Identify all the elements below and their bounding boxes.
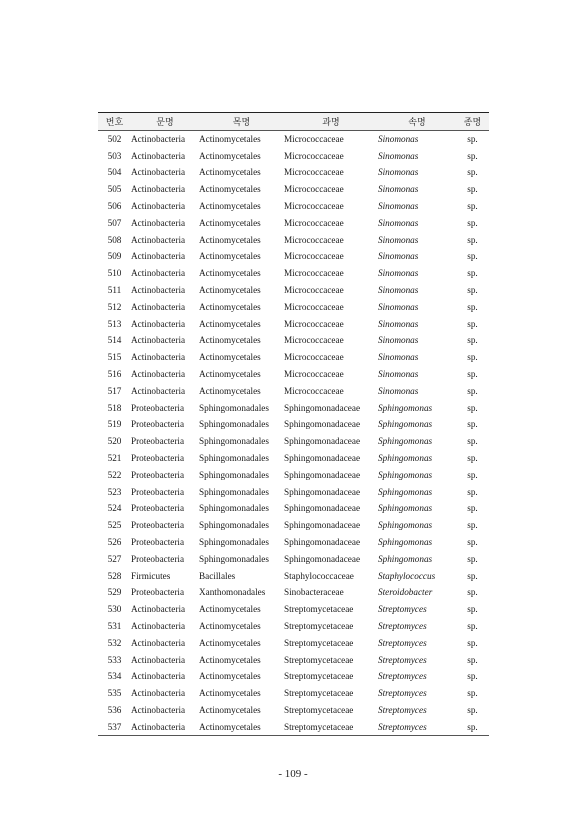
cell-order: Actinomycetales — [199, 134, 261, 145]
table-row — [98, 214, 489, 231]
cell-species: sp. — [467, 385, 478, 396]
cell-number: 530 — [107, 604, 122, 615]
cell-order: Sphingomonadales — [199, 469, 269, 480]
cell-family: Sinobacteraceae — [284, 587, 344, 598]
cell-species: sp. — [467, 453, 478, 464]
cell-phylum: Actinobacteria — [131, 184, 186, 195]
table-row — [98, 500, 489, 517]
table-row — [98, 433, 489, 450]
cell-species: sp. — [467, 402, 478, 413]
table-row — [98, 164, 489, 181]
cell-genus: Sphingomonas — [378, 537, 433, 548]
cell-phylum: Proteobacteria — [131, 553, 185, 564]
cell-family: Micrococcaceae — [284, 201, 344, 212]
cell-family: Micrococcaceae — [284, 268, 344, 279]
table-row — [98, 282, 489, 299]
cell-family: Micrococcaceae — [284, 352, 344, 363]
cell-phylum: Proteobacteria — [131, 402, 185, 413]
cell-genus: Steroidobacter — [378, 587, 433, 598]
cell-number: 537 — [98, 718, 131, 735]
cell-genus: Streptomyces — [378, 704, 427, 715]
cell-order: Actinomycetales — [199, 352, 261, 363]
cell-genus: Sinomonas — [378, 251, 419, 262]
cell-species: sp. — [467, 486, 478, 497]
header-phylum: 문명 — [131, 113, 199, 131]
cell-number: 529 — [107, 587, 122, 598]
cell-family: Micrococcaceae — [284, 335, 344, 346]
header-order: 목명 — [199, 113, 284, 131]
cell-species: sp. — [467, 167, 478, 178]
cell-species: sp. — [467, 654, 478, 665]
cell-family: Streptomycetaceae — [284, 704, 354, 715]
table-row — [98, 618, 489, 635]
table-row — [98, 416, 489, 433]
cell-genus: Sinomonas — [378, 335, 419, 346]
cell-family: Staphylococcaceae — [284, 570, 354, 581]
cell-family: Micrococcaceae — [284, 134, 344, 145]
cell-number: 511 — [107, 285, 122, 296]
cell-number: 528 — [107, 570, 122, 581]
cell-genus: Streptomyces — [378, 621, 427, 631]
cell-family: Sphingomonadaceae — [284, 402, 361, 413]
cell-phylum: Proteobacteria — [131, 503, 185, 514]
cell-species: sp. — [467, 553, 478, 564]
cell-genus: Sinomonas — [378, 201, 419, 212]
cell-genus: Sinomonas — [378, 318, 419, 329]
cell-number: 526 — [107, 537, 122, 548]
cell-genus: Sinomonas — [378, 167, 419, 178]
cell-order: Actinomycetales — [199, 604, 261, 615]
cell-genus: Sinomonas — [378, 369, 419, 380]
cell-family: Micrococcaceae — [284, 184, 344, 195]
cell-order: Actinomycetales — [199, 217, 261, 228]
cell-phylum: Proteobacteria — [131, 520, 185, 531]
cell-phylum: Proteobacteria — [131, 587, 185, 598]
cell-number: 533 — [107, 654, 122, 665]
table-row — [98, 483, 489, 500]
cell-phylum: Actinobacteria — [131, 318, 186, 329]
cell-order: Actinomycetales — [199, 301, 261, 312]
cell-genus: Staphylococcus — [378, 570, 436, 581]
cell-order: Actinomycetales — [199, 688, 261, 699]
cell-family: Streptomycetaceae — [284, 718, 378, 735]
cell-order: Actinomycetales — [199, 369, 261, 380]
table-row — [98, 668, 489, 685]
cell-genus: Streptomyces — [378, 654, 427, 665]
table-row — [98, 147, 489, 164]
cell-phylum: Actinobacteria — [131, 654, 186, 665]
cell-species: sp. — [467, 503, 478, 514]
cell-genus: Streptomyces — [378, 688, 427, 699]
cell-species: sp. — [467, 234, 478, 245]
cell-order: Actinomycetales — [199, 201, 261, 212]
cell-species: sp. — [467, 587, 478, 598]
cell-family: Sphingomonadaceae — [284, 419, 361, 430]
cell-number: 535 — [107, 688, 122, 699]
table-row — [98, 366, 489, 383]
cell-species: sp. — [467, 621, 478, 631]
table-row — [98, 399, 489, 416]
table-row — [98, 702, 489, 719]
cell-order: Actinomycetales — [199, 318, 261, 329]
cell-family: Sphingomonadaceae — [284, 453, 361, 464]
cell-species: sp. — [467, 301, 478, 312]
cell-species: sp. — [467, 268, 478, 279]
table-row — [98, 198, 489, 215]
cell-family: Micrococcaceae — [284, 318, 344, 329]
cell-phylum: Actinobacteria — [131, 301, 186, 312]
cell-species: sp. — [467, 419, 478, 430]
cell-order: Sphingomonadales — [199, 419, 269, 430]
cell-family: Streptomycetaceae — [284, 688, 354, 699]
cell-order: Actinomycetales — [199, 704, 261, 715]
cell-order: Sphingomonadales — [199, 436, 269, 447]
cell-family: Sphingomonadaceae — [284, 503, 361, 514]
table-row — [98, 332, 489, 349]
cell-genus: Sphingomonas — [378, 553, 433, 564]
cell-phylum: Actinobacteria — [131, 201, 186, 212]
table-row — [98, 298, 489, 315]
cell-number: 505 — [107, 184, 122, 195]
cell-genus: Sphingomonas — [378, 520, 433, 531]
cell-number: 517 — [107, 385, 122, 396]
cell-number: 509 — [107, 251, 122, 262]
cell-family: Micrococcaceae — [284, 369, 344, 380]
cell-family: Micrococcaceae — [284, 285, 344, 296]
cell-genus: Streptomyces — [378, 604, 427, 615]
cell-number: 524 — [107, 503, 122, 514]
cell-order: Sphingomonadales — [199, 453, 269, 464]
cell-phylum: Actinobacteria — [131, 150, 186, 161]
cell-family: Micrococcaceae — [284, 217, 344, 228]
cell-phylum: Actinobacteria — [131, 285, 186, 296]
cell-genus: Sinomonas — [378, 217, 419, 228]
cell-family: Sphingomonadaceae — [284, 520, 361, 531]
table-row — [98, 349, 489, 366]
cell-family: Sphingomonadaceae — [284, 469, 361, 480]
cell-family: Sphingomonadaceae — [284, 537, 361, 548]
cell-genus: Sinomonas — [378, 385, 419, 396]
cell-genus: Sinomonas — [378, 134, 419, 145]
taxonomy-table — [98, 112, 489, 736]
cell-phylum: Actinobacteria — [131, 671, 186, 682]
cell-phylum: Actinobacteria — [131, 385, 186, 396]
cell-genus: Sphingomonas — [378, 402, 433, 413]
cell-number: 506 — [107, 201, 122, 212]
cell-genus: Sinomonas — [378, 268, 419, 279]
cell-number: 502 — [107, 134, 122, 145]
cell-number: 519 — [107, 419, 122, 430]
cell-number: 515 — [107, 352, 122, 363]
cell-order: Actinomycetales — [199, 335, 261, 346]
cell-family: Sphingomonadaceae — [284, 553, 361, 564]
cell-species: sp. — [467, 201, 478, 212]
cell-number: 521 — [107, 453, 122, 464]
cell-number: 510 — [107, 268, 122, 279]
cell-order: Actinomycetales — [199, 268, 261, 279]
cell-phylum: Actinobacteria — [131, 217, 186, 228]
cell-phylum: Actinobacteria — [131, 134, 186, 145]
cell-order: Sphingomonadales — [199, 402, 269, 413]
table-row — [98, 248, 489, 265]
cell-genus: Sinomonas — [378, 301, 419, 312]
header-species: 종명 — [456, 113, 489, 131]
cell-order: Bacillales — [199, 570, 236, 581]
cell-family: Micrococcaceae — [284, 167, 344, 178]
cell-genus: Sinomonas — [378, 352, 419, 363]
cell-phylum: Proteobacteria — [131, 436, 185, 447]
page-number: - 109 - — [278, 768, 308, 780]
cell-order: Sphingomonadales — [199, 553, 269, 564]
cell-genus: Streptomyces — [378, 637, 427, 648]
cell-number: 536 — [107, 704, 122, 715]
cell-species: sp. — [467, 217, 478, 228]
cell-number: 518 — [107, 402, 122, 413]
header-family: 과명 — [284, 113, 378, 131]
cell-species: sp. — [467, 520, 478, 531]
table-row — [98, 181, 489, 198]
table-row — [98, 450, 489, 467]
cell-species: sp. — [467, 369, 478, 380]
cell-family: Sphingomonadaceae — [284, 436, 361, 447]
cell-species: sp. — [467, 704, 478, 715]
cell-number: 522 — [107, 469, 122, 480]
cell-phylum: Actinobacteria — [131, 234, 186, 245]
table-row — [98, 634, 489, 651]
cell-phylum: Proteobacteria — [131, 469, 185, 480]
table-row — [98, 685, 489, 702]
cell-order: Sphingomonadales — [199, 503, 269, 514]
cell-phylum: Actinobacteria — [131, 637, 186, 648]
table-row — [98, 265, 489, 282]
cell-order: Xanthomonadales — [199, 587, 266, 598]
cell-number: 520 — [107, 436, 122, 447]
cell-phylum: Actinobacteria — [131, 268, 186, 279]
cell-family: Streptomycetaceae — [284, 621, 354, 631]
table-row — [98, 315, 489, 332]
table-row — [98, 466, 489, 483]
cell-genus: Sinomonas — [378, 285, 419, 296]
cell-number: 507 — [107, 217, 122, 228]
cell-order: Sphingomonadales — [199, 486, 269, 497]
cell-species: sp. — [467, 637, 478, 648]
cell-phylum: Firmicutes — [131, 570, 171, 581]
table-row — [98, 517, 489, 534]
cell-number: 503 — [107, 150, 122, 161]
cell-family: Streptomycetaceae — [284, 604, 354, 615]
cell-number: 516 — [107, 369, 122, 380]
cell-order: Actinomycetales — [199, 671, 261, 682]
cell-species: sp. — [467, 251, 478, 262]
cell-order: Actinomycetales — [199, 234, 261, 245]
cell-genus: Sinomonas — [378, 184, 419, 195]
cell-species: sp. — [456, 718, 489, 735]
cell-family: Streptomycetaceae — [284, 654, 354, 665]
cell-number: 534 — [107, 671, 122, 682]
cell-species: sp. — [467, 570, 478, 581]
cell-species: sp. — [467, 335, 478, 346]
cell-order: Sphingomonadales — [199, 537, 269, 548]
cell-phylum: Actinobacteria — [131, 718, 199, 735]
cell-genus: Sinomonas — [378, 234, 419, 245]
cell-genus: Streptomyces — [378, 671, 427, 682]
cell-order: Actinomycetales — [199, 285, 261, 296]
cell-phylum: Proteobacteria — [131, 486, 185, 497]
table-row — [98, 382, 489, 399]
cell-family: Micrococcaceae — [284, 385, 344, 396]
cell-order: Actinomycetales — [199, 385, 261, 396]
cell-order: Actinomycetales — [199, 184, 261, 195]
cell-number: 532 — [107, 637, 122, 648]
table-header-row — [98, 113, 489, 131]
cell-genus: Sphingomonas — [378, 469, 433, 480]
cell-species: sp. — [467, 285, 478, 296]
cell-genus: Streptomyces — [378, 718, 456, 735]
cell-phylum: Actinobacteria — [131, 335, 186, 346]
cell-genus: Sphingomonas — [378, 419, 433, 430]
cell-phylum: Actinobacteria — [131, 352, 186, 363]
header-genus: 속명 — [378, 113, 456, 131]
cell-phylum: Proteobacteria — [131, 419, 185, 430]
cell-genus: Sphingomonas — [378, 486, 433, 497]
table-row — [98, 231, 489, 248]
table-row — [98, 601, 489, 618]
cell-phylum: Proteobacteria — [131, 453, 185, 464]
cell-phylum: Proteobacteria — [131, 537, 185, 548]
cell-genus: Sphingomonas — [378, 503, 433, 514]
table-body — [98, 131, 489, 736]
cell-order: Actinomycetales — [199, 637, 261, 648]
cell-number: 513 — [107, 318, 122, 329]
cell-family: Micrococcaceae — [284, 251, 344, 262]
cell-species: sp. — [467, 352, 478, 363]
table-row — [98, 651, 489, 668]
table-row — [98, 534, 489, 551]
cell-order: Actinomycetales — [199, 621, 261, 631]
cell-genus: Sphingomonas — [378, 436, 433, 447]
cell-order: Actinomycetales — [199, 654, 261, 665]
cell-phylum: Actinobacteria — [131, 604, 186, 615]
cell-number: 508 — [107, 234, 122, 245]
cell-species: sp. — [467, 604, 478, 615]
cell-phylum: Actinobacteria — [131, 704, 186, 715]
cell-family: Streptomycetaceae — [284, 637, 354, 648]
cell-number: 525 — [107, 520, 122, 531]
cell-species: sp. — [467, 436, 478, 447]
cell-order: Actinomycetales — [199, 150, 261, 161]
cell-species: sp. — [467, 184, 478, 195]
cell-species: sp. — [467, 537, 478, 548]
cell-species: sp. — [467, 134, 478, 145]
cell-species: sp. — [467, 150, 478, 161]
cell-phylum: Actinobacteria — [131, 251, 186, 262]
table-row — [98, 584, 489, 601]
cell-family: Streptomycetaceae — [284, 671, 354, 682]
cell-phylum: Actinobacteria — [131, 621, 186, 631]
cell-species: sp. — [467, 688, 478, 699]
cell-phylum: Actinobacteria — [131, 167, 186, 178]
cell-order: Actinomycetales — [199, 167, 261, 178]
cell-order: Actinomycetales — [199, 718, 284, 735]
cell-phylum: Actinobacteria — [131, 369, 186, 380]
cell-species: sp. — [467, 469, 478, 480]
cell-order: Sphingomonadales — [199, 520, 269, 531]
cell-species: sp. — [467, 318, 478, 329]
table-row — [98, 718, 489, 735]
cell-family: Micrococcaceae — [284, 234, 344, 245]
cell-genus: Sinomonas — [378, 150, 419, 161]
cell-species: sp. — [467, 671, 478, 682]
table-row — [98, 567, 489, 584]
cell-number: 527 — [107, 553, 122, 564]
table-row — [98, 131, 489, 148]
cell-phylum: Actinobacteria — [131, 688, 186, 699]
cell-genus: Sphingomonas — [378, 453, 433, 464]
cell-number: 504 — [107, 167, 122, 178]
cell-family: Sphingomonadaceae — [284, 486, 361, 497]
cell-number: 512 — [107, 301, 122, 312]
header-number: 번호 — [98, 113, 131, 131]
cell-number: 523 — [107, 486, 122, 497]
cell-number: 531 — [107, 621, 122, 631]
cell-order: Actinomycetales — [199, 251, 261, 262]
cell-family: Micrococcaceae — [284, 150, 344, 161]
table-row — [98, 550, 489, 567]
cell-family: Micrococcaceae — [284, 301, 344, 312]
cell-number: 514 — [107, 335, 122, 346]
taxonomy-table-container — [98, 112, 489, 736]
